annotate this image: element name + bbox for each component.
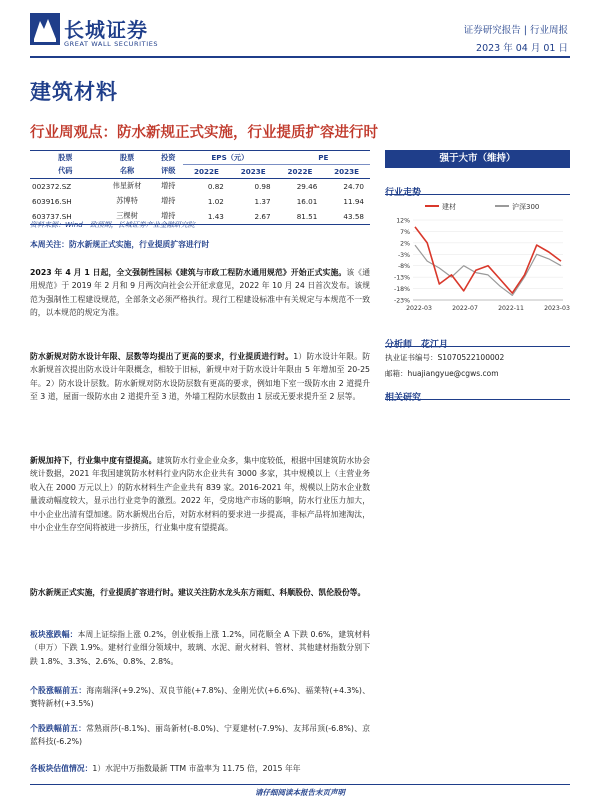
stock-code: 002372.SZ (32, 181, 72, 191)
top-text: 海南瑞泽(+9.2%)、双良节能(+7.8%)、金刚光伏(+6.6%)、福莱特(+4.3%)、赛特新材(+3.5%) (30, 686, 371, 709)
table-source-note: 资料来源：Wind－致预期，长城证券产业金融研究院 (30, 221, 195, 229)
pe-2022: 29.46 (296, 181, 318, 191)
paragraph-requirements (30, 350, 370, 404)
stock-rating: 增持 (161, 196, 176, 205)
pe-2022: 16.01 (296, 196, 318, 206)
paragraph-recommendation (30, 586, 370, 599)
related-section-title: 相关研究 (385, 393, 422, 403)
th-name-2: 名称 (101, 165, 154, 179)
paragraph-valuation (30, 762, 370, 775)
table-row (30, 178, 370, 194)
stock-name: 伟星新材 (112, 181, 142, 190)
eps-2023: 1.37 (254, 196, 271, 206)
header-divider (30, 56, 570, 58)
y-tick-label: -23% (394, 297, 410, 305)
y-tick-label: -18% (394, 286, 410, 294)
th-eps-2022: 2022E (183, 165, 230, 179)
industry-trend-chart (385, 198, 570, 320)
analyst-email: 邮箱：huajiangyue@cgws.com (385, 369, 499, 378)
paragraph-top-gainers (30, 684, 370, 711)
analyst-name: 分析师 花江月 (385, 340, 449, 350)
table-row (30, 194, 370, 209)
industry-rating-badge: 强于大市（维持） (385, 150, 570, 168)
th-pe-2022: 2022E (277, 165, 324, 179)
series-line (415, 245, 561, 295)
pe-2023: 43.58 (323, 209, 370, 225)
analyst-license: 执业证书编号：S1070522100002 (385, 353, 505, 362)
trend-section-header (385, 180, 570, 198)
great-wall-logo-icon (30, 13, 60, 45)
pe-2023: 24.70 (343, 181, 364, 191)
industry-name: 建筑材料 (30, 80, 118, 104)
x-tick-label: 2022-07 (452, 305, 478, 312)
eps-2023: 2.67 (230, 209, 277, 225)
series-line (415, 227, 561, 293)
legend-label: 建材 (442, 203, 456, 211)
y-tick-label: -3% (397, 251, 410, 259)
review-text: 本周上证综指上涨 0.2%，创业板指上涨 1.2%，同花顺全 A 下跌 0.6%，建筑材料（申万）下跌 1.9%。建材行业细分领域中，玻璃、水泥、耐火材料、管材、其他建材指数分别下跌 1.8%、3.3%、2.6%、0.8%、2.8%。 (30, 630, 371, 666)
paragraph-concentration (30, 454, 370, 534)
sector-label: 各板块估值情况： (30, 764, 93, 773)
p3-text: 建筑防水行业企业众多，集中度较低，根据中国建筑防水协会统计数据，2021 年我国建筑防水材料行业内防水企业共有 3000 多家，其中规模以上（主营业务收入在 2000 万元以上）的防水材料生产企业共有 839 家。2016-2021 年，规模以上防水企业数量波动幅度较大，显示出行业竞争的激烈。2022 年，受房地产市场的影响，防水行业压力加大，中小企业出清有望加速。防水新规出台后，对防水材料的要求进一步提高，非标产品将加速淘汰，中小企业生存空间将被进一步挤压，行业集中度有望提高。 (30, 456, 371, 533)
th-rating-1: 投资 (153, 151, 183, 165)
analyst-section-header (385, 332, 570, 350)
eps-2022: 1.02 (207, 196, 224, 206)
stock-rating-table (30, 150, 370, 225)
eps-2022: 0.82 (207, 181, 224, 191)
top-label: 个股涨幅前五： (30, 686, 87, 695)
eps-2022: 1.43 (183, 209, 230, 225)
paragraph-new-standard (30, 266, 370, 320)
report-title: 行业周观点：防水新规正式实施，行业提质扩容进行时 (30, 125, 378, 141)
y-tick-label: -13% (394, 274, 410, 282)
brand-name-en: GREAT WALL SECURITIES (64, 40, 159, 48)
stock-rating: 增持 (161, 181, 176, 190)
pe-2022: 81.51 (277, 209, 324, 225)
bottom-label: 个股跌幅前五： (30, 724, 87, 733)
p4-lead: 防水新规正式实施，行业提质扩容进行时。建议关注防水龙头东方雨虹、科顺股份、凯伦股份等。 (30, 588, 366, 597)
p3-lead: 新规加持下，行业集中度有望提高。 (30, 456, 157, 465)
x-tick-label: 2023-03 (544, 305, 570, 312)
footer-divider (30, 784, 570, 785)
th-eps: EPS（元） (183, 151, 276, 165)
y-tick-label: 7% (400, 228, 410, 236)
th-pe-2023: 2023E (323, 165, 370, 179)
stock-rating: 增持 (153, 209, 183, 225)
y-tick-label: 12% (396, 217, 410, 225)
paragraph-top-losers (30, 722, 370, 749)
th-code-1: 股票 (30, 151, 101, 165)
report-type: 证券研究报告 | 行业周报 (463, 25, 568, 36)
x-tick-label: 2022-11 (498, 305, 524, 312)
sector-text: 1）水泥中万指数最新 TTM 市盈率为 11.75 倍，2015 年年 (92, 764, 301, 773)
focus-title: 本周关注：防水新规正式实施，行业提质扩容进行时 (30, 240, 210, 249)
th-rating-2: 评级 (153, 165, 183, 179)
footer-disclaimer: 请仔细阅读本报告末页声明 (255, 788, 345, 797)
focus-heading (30, 238, 370, 251)
stock-name: 苏博特 (116, 196, 138, 205)
th-eps-2023: 2023E (230, 165, 277, 179)
related-section-header (385, 385, 570, 403)
bottom-text: 常熟雨莎(-8.1%)、丽岛新材(-8.0%)、宁夏建材(-7.9%)、友邦吊顶(-6.8%)、京蓝科技(-6.2%) (30, 724, 371, 747)
p2-lead: 防水新规对防水设计年限、层数等均提出了更高的要求，行业提质进行时。 (30, 352, 294, 361)
report-date: 2023 年 04 月 01 日 (476, 43, 568, 54)
trend-section-title: 行业走势 (385, 188, 422, 198)
th-name-1: 股票 (101, 151, 154, 165)
paragraph-sector-review (30, 628, 370, 668)
legend-label: 沪深300 (512, 203, 540, 211)
p1-lead: 2023 年 4 月 1 日起，全文强制性国标《建筑与市政工程防水通用规范》开始正式实施。 (30, 268, 347, 277)
stock-code: 603737.SH (30, 209, 101, 225)
th-pe: PE (277, 151, 370, 165)
p1-text: 该《通用规范》于 2019 年 2 月和 9 月两次向社会公开征求意见，2022 年 10 月 24 日首次发布。该规范为强制性工程建设规范，全部条文必须严格执行。现行工程建设标准中有关规定与本规范不一致的，以本规范的规定为准。 (30, 268, 370, 318)
eps-2023: 0.98 (254, 181, 271, 191)
report-header (0, 0, 600, 58)
p2-text: 1）防水设计年限。防水新规首次提出防水设计年限概念，相较于旧标，新规中对于防水设计年限由 5 年增加至 20-25 年。2）防水设计层数。防水新规对防水设防层数有更高的要求，例如地下室一级防水由 2 道提升至 3 道，屋面一级防水由 2 道提升至 3 道，外墙工程防水层数由 1 层或无要求提升至 2 层等。 (30, 352, 371, 402)
brand-name-cn: 长城证券 (64, 18, 148, 42)
y-tick-label: 2% (400, 240, 410, 248)
th-code-2: 代码 (30, 165, 101, 179)
stock-code: 603916.SH (32, 196, 72, 206)
y-tick-label: -8% (397, 263, 410, 271)
stock-name: 三棵树 (101, 209, 154, 225)
review-label: 板块涨跌幅： (30, 630, 78, 639)
x-tick-label: 2022-03 (406, 305, 432, 312)
pe-2023: 11.94 (343, 196, 364, 206)
